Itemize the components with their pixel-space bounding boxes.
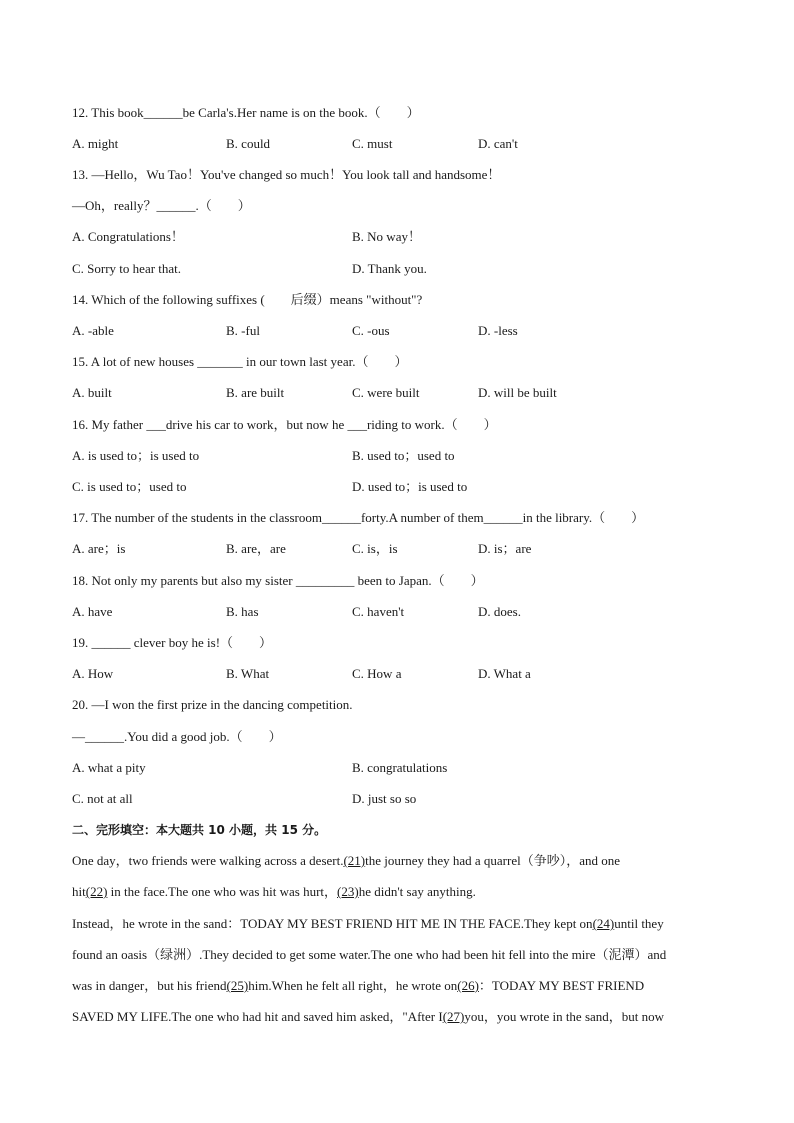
blank-22: (22) [85, 884, 108, 899]
passage-text: until they [614, 916, 664, 931]
q19-option-d: D. What a [478, 666, 531, 681]
question-18-stem: 18. Not only my parents but also my sister _________ been to Japan.（ ） [72, 573, 484, 588]
q12-option-c: C. must [352, 136, 393, 151]
blank-27: (27) [442, 1009, 465, 1024]
question-13-stem-reply: —Oh，really？______.（ ） [72, 198, 251, 213]
q18-option-c: C. haven't [352, 604, 405, 619]
q19-option-b: B. What [226, 666, 270, 681]
blank-25: (25) [226, 978, 249, 993]
question-20-stem: 20. —I won the first prize in the dancing competition. [72, 697, 353, 712]
passage-text: he didn't say anything. [358, 884, 476, 899]
passage-text: ：TODAY MY BEST FRIEND [478, 978, 645, 993]
q12-option-b: B. could [226, 136, 271, 151]
question-12-stem: 12. This book______be Carla's.Her name is on the book.（ ） [72, 105, 420, 120]
q12-option-a: A. might [72, 136, 119, 151]
blank-23: (23) [337, 884, 359, 899]
passage-line-2 [72, 884, 476, 900]
q13-option-c: C. Sorry to hear that. [72, 261, 182, 276]
q14-option-c: C. -ous [352, 323, 390, 338]
q20-option-c: C. not at all [72, 791, 133, 806]
q12-option-d: D. can't [478, 136, 518, 151]
blank-24: (24) [592, 916, 615, 931]
q15-option-a: A. built [72, 385, 112, 400]
q20-option-d: D. just so so [352, 791, 417, 806]
passage-line-1 [72, 853, 620, 869]
q15-option-d: D. will be built [478, 385, 557, 400]
passage-text: the journey they had a quarrel（争吵），and one [365, 853, 621, 868]
question-17-stem: 17. The number of the students in the classroom______forty.A number of them______in the library.（ ） [72, 510, 645, 525]
passage-text: SAVED MY LIFE.The one who had hit and saved him asked，"After I [72, 1009, 443, 1024]
passage-text: him.When he felt all right，he wrote on [248, 978, 458, 993]
q17-option-d: D. is；are [478, 541, 532, 556]
q16-option-a: A. is used to；is used to [72, 448, 200, 463]
q16-option-d: D. used to；is used to [352, 479, 468, 494]
q18-option-a: A. have [72, 604, 113, 619]
q15-option-c: C. were built [352, 385, 420, 400]
question-14-stem: 14. Which of the following suffixes ( 后缀）means "without"? [72, 292, 423, 307]
passage-text: was in danger，but his friend [72, 978, 227, 993]
q18-option-b: B. has [226, 604, 259, 619]
q17-option-b: B. are，are [226, 541, 286, 556]
question-19-stem: 19. ______ clever boy he is!（ ） [72, 635, 273, 650]
passage-text: in the face.The one who was hit was hurt， [107, 884, 338, 899]
q15-option-b: B. are built [226, 385, 285, 400]
question-13-stem: 13. —Hello，Wu Tao！You've changed so much！You look tall and handsome！ [72, 167, 501, 182]
q13-option-a: A. Congratulations！ [72, 229, 184, 244]
question-16-stem: 16. My father ___drive his car to work，but now he ___riding to work.（ ） [72, 417, 497, 432]
q13-option-b: B. No way！ [352, 229, 421, 244]
passage-text: you，you wrote in the sand，but now [464, 1009, 665, 1024]
blank-26: (26) [457, 978, 479, 993]
section-2-title: 二、完形填空：本大题共 10 小题，共 15 分。 [72, 823, 327, 837]
q18-option-d: D. does. [478, 604, 521, 619]
q14-option-a: A. -able [72, 323, 114, 338]
passage-line-3 [72, 916, 664, 932]
q17-option-c: C. is，is [352, 541, 398, 556]
q13-option-d: D. Thank you. [352, 261, 427, 276]
passage-text: hit [72, 884, 86, 899]
passage-line-6 [72, 1009, 664, 1025]
q16-option-b: B. used to；used to [352, 448, 455, 463]
passage-line-4 [72, 947, 666, 963]
question-15-stem: 15. A lot of new houses _______ in our town last year.（ ） [72, 354, 408, 369]
passage-text: Instead，he wrote in the sand：TODAY MY BEST FRIEND HIT ME IN THE FACE.They kept on [72, 916, 593, 931]
q20-option-b: B. congratulations [352, 760, 448, 775]
q16-option-c: C. is used to；used to [72, 479, 187, 494]
q19-option-c: C. How a [352, 666, 402, 681]
q14-option-d: D. -less [478, 323, 518, 338]
q19-option-a: A. How [72, 666, 114, 681]
blank-21: (21) [343, 853, 366, 868]
passage-line-5 [72, 978, 644, 994]
q20-option-a: A. what a pity [72, 760, 146, 775]
q17-option-a: A. are；is [72, 541, 126, 556]
q14-option-b: B. -ful [226, 323, 260, 338]
question-20-stem-reply: —______.You did a good job.（ ） [72, 729, 282, 744]
passage-text: One day，two friends were walking across a desert. [72, 853, 344, 868]
passage-text: found an oasis（绿洲）.They decided to get some water.The one who had been hit fell into the mire（泥潭）and [72, 947, 667, 962]
